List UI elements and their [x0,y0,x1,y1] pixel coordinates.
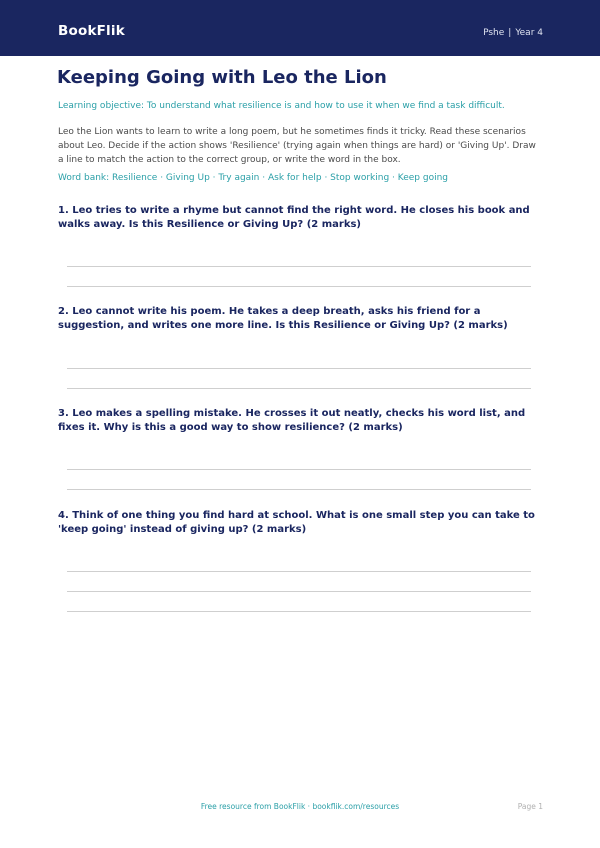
subject-year-label [483,28,543,38]
page-number: Page 1 [517,802,543,811]
learning-objective: Learning objective: To understand what resilience is and how to use it when we find a task difficult. [58,101,505,111]
answer-line[interactable] [67,266,531,267]
question-2: 2. Leo cannot write his poem. He takes a deep breath, asks his friend for a suggestion, and writes one more line. Is this Resilience or Giving Up? (2 marks) [58,306,508,331]
header-bar [0,0,600,56]
word-bank: Word bank: Resilience · Giving Up · Try again · Ask for help · Stop working · Keep going [58,173,449,183]
footer-text: Free resource from BookFlik · bookflik.com/resources [200,802,400,811]
answer-line[interactable] [67,611,531,612]
answer-line[interactable] [67,489,531,490]
intro-paragraph: Leo the Lion wants to learn to write a long poem, but he sometimes finds it tricky. Read these scenarios about Leo. Decide if the action shows 'Resilience' (trying again when things are hard) or 'Giving Up'. Draw a line to match the action to the correct group, or write the word in the box. [58,127,536,165]
page-title: Keeping Going with Leo the Lion [57,67,387,88]
question-4: 4. Think of one thing you find hard at school. What is one small step you can take to 'keep going' instead of giving up? (2 marks) [58,510,535,535]
subject-label: Pshe [483,28,505,38]
brand-logo-text: BookFlik [58,23,125,39]
answer-line[interactable] [67,571,531,572]
answer-line[interactable] [67,388,531,389]
question-3: 3. Leo makes a spelling mistake. He crosses it out neatly, checks his word list, and fixes it. Why is this a good way to show resilience? (2 marks) [58,408,526,433]
answer-line[interactable] [67,591,531,592]
year-label: Year 4 [515,28,543,38]
answer-line[interactable] [67,469,531,470]
meta-separator: | [508,28,512,38]
answer-line[interactable] [67,368,531,369]
question-1: 1. Leo tries to write a rhyme but cannot find the right word. He closes his book and walks away. Is this Resilience or Giving Up? (2 marks) [58,205,530,230]
answer-line[interactable] [67,286,531,287]
